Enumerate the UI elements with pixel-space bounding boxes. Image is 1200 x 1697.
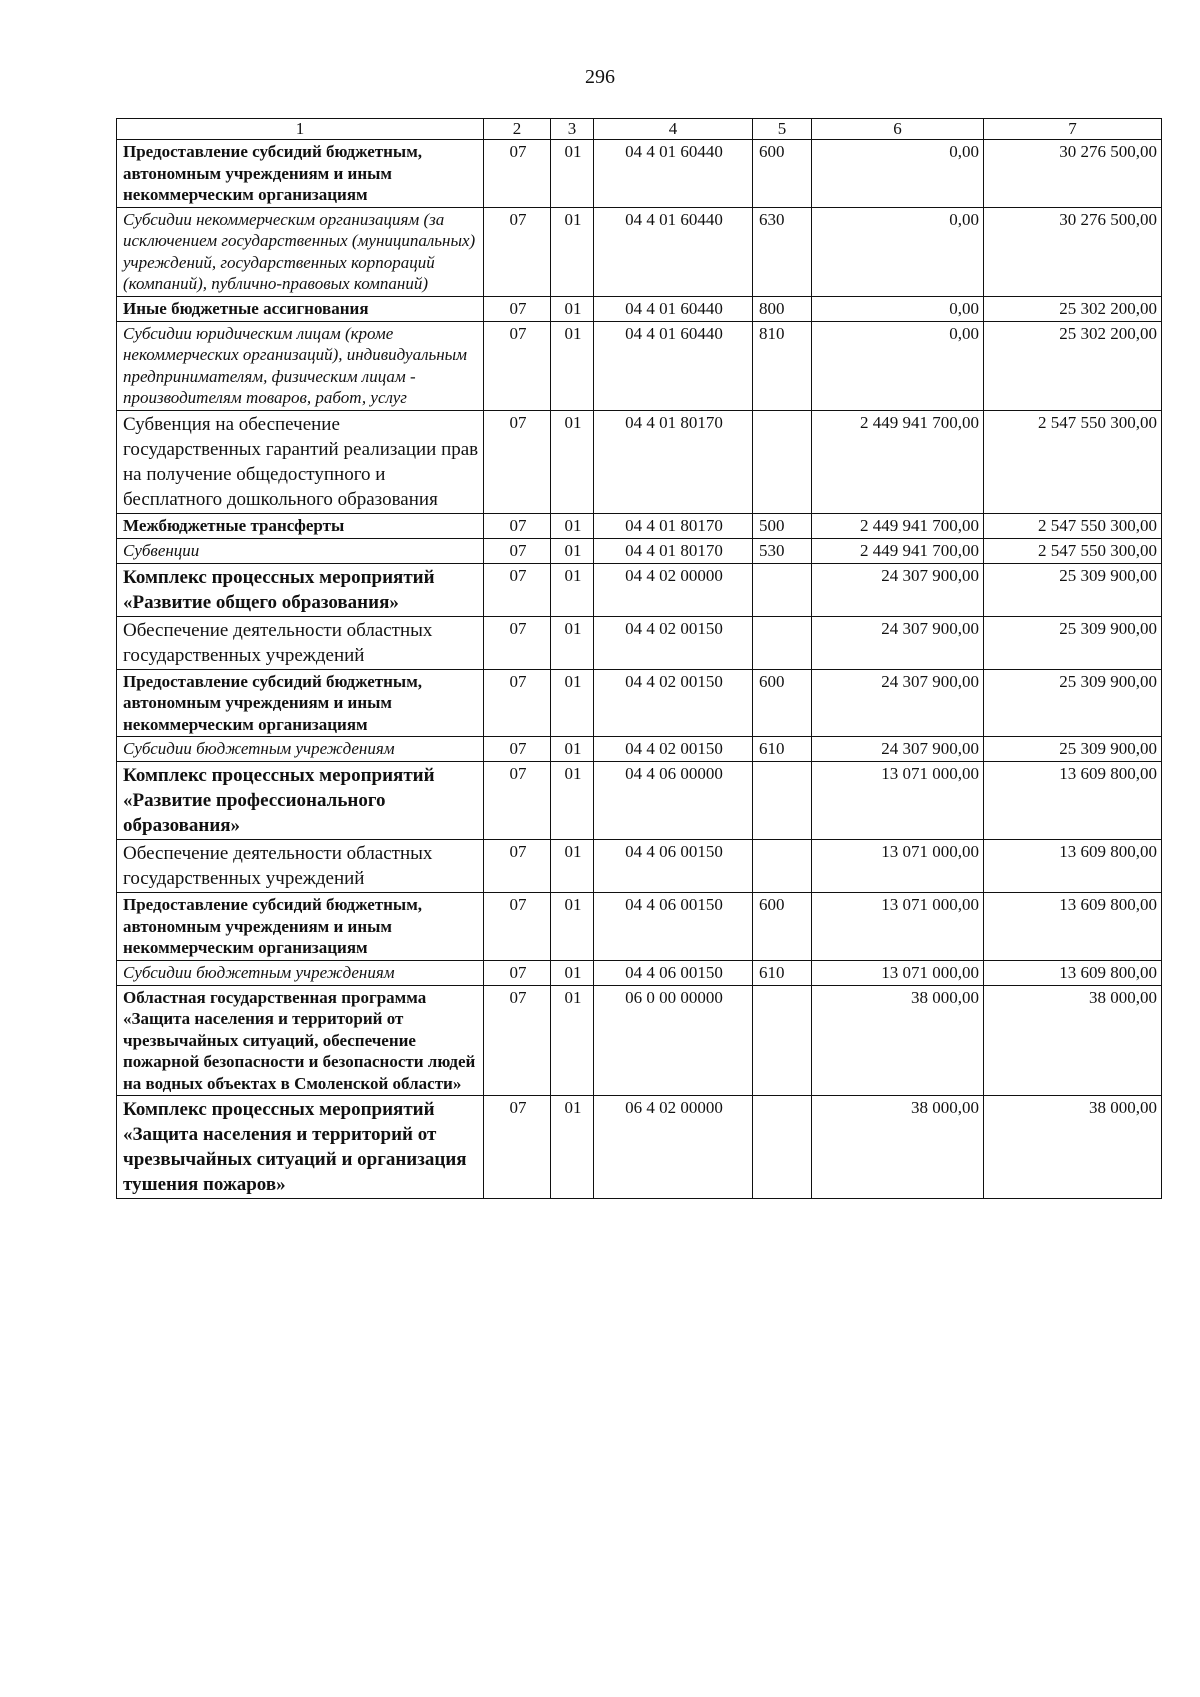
section-code-cell: 07 (484, 1096, 551, 1199)
subsection-code-cell: 01 (551, 296, 594, 321)
amount-year-2-cell: 25 309 900,00 (984, 616, 1162, 669)
section-code-cell: 07 (484, 616, 551, 669)
budget-table (116, 118, 1162, 1199)
row-name-cell: Субвенция на обеспечение государственных гарантий реализации прав на получение общедоступного и бесплатного дошкольного образования (117, 410, 484, 513)
table-row (117, 321, 1162, 410)
table-row (117, 513, 1162, 538)
subsection-code-cell: 01 (551, 140, 594, 208)
target-article-cell: 04 4 06 00150 (594, 960, 753, 985)
expense-type-cell: 630 (753, 207, 812, 296)
amount-year-2-cell: 30 276 500,00 (984, 207, 1162, 296)
subsection-code-cell: 01 (551, 563, 594, 616)
row-name-cell: Областная государственная программа «Защита населения и территорий от чрезвычайных ситуаций, обеспечение пожарной безопасности и безопасности людей на водных объектах в Смоленской области» (117, 985, 484, 1096)
amount-year-2-cell: 38 000,00 (984, 1096, 1162, 1199)
expense-type-cell: 600 (753, 893, 812, 961)
subsection-code-cell: 01 (551, 207, 594, 296)
amount-year-1-cell: 24 307 900,00 (812, 737, 984, 762)
row-name-cell: Предоставление субсидий бюджетным, автономным учреждениям и иным некоммерческим организациям (117, 669, 484, 737)
section-code-cell: 07 (484, 985, 551, 1096)
subsection-code-cell: 01 (551, 737, 594, 762)
expense-type-cell: 500 (753, 513, 812, 538)
table-row (117, 762, 1162, 840)
table-row (117, 669, 1162, 737)
row-name-cell: Субсидии юридическим лицам (кроме некоммерческих организаций), индивидуальным предпринимателям, физическим лицам - производителям товаров, работ, услуг (117, 321, 484, 410)
row-name-cell: Предоставление субсидий бюджетным, автономным учреждениям и иным некоммерческим организациям (117, 140, 484, 208)
page-number: 296 (585, 66, 615, 88)
subsection-code-cell: 01 (551, 538, 594, 563)
table-header-row (117, 119, 1162, 140)
row-name-cell: Субсидии некоммерческим организациям (за исключением государственных (муниципальных) учреждений, государственных корпораций (компаний), публично-правовых компаний) (117, 207, 484, 296)
table-row (117, 616, 1162, 669)
expense-type-cell (753, 410, 812, 513)
expense-type-cell: 610 (753, 960, 812, 985)
row-name-cell: Комплекс процессных мероприятий «Защита населения и территорий от чрезвычайных ситуаций и организация тушения пожаров» (117, 1096, 484, 1199)
table-row (117, 296, 1162, 321)
section-code-cell: 07 (484, 513, 551, 538)
amount-year-2-cell: 25 302 200,00 (984, 321, 1162, 410)
section-code-cell: 07 (484, 840, 551, 893)
header-col-1: 1 (117, 119, 484, 140)
table-row (117, 985, 1162, 1096)
amount-year-2-cell: 30 276 500,00 (984, 140, 1162, 208)
amount-year-1-cell: 38 000,00 (812, 985, 984, 1096)
subsection-code-cell: 01 (551, 616, 594, 669)
expense-type-cell: 600 (753, 669, 812, 737)
amount-year-2-cell: 2 547 550 300,00 (984, 410, 1162, 513)
amount-year-1-cell: 24 307 900,00 (812, 669, 984, 737)
table-row (117, 563, 1162, 616)
amount-year-1-cell: 2 449 941 700,00 (812, 410, 984, 513)
subsection-code-cell: 01 (551, 513, 594, 538)
table-row (117, 207, 1162, 296)
section-code-cell: 07 (484, 207, 551, 296)
section-code-cell: 07 (484, 563, 551, 616)
amount-year-2-cell: 25 309 900,00 (984, 669, 1162, 737)
table-row (117, 1096, 1162, 1199)
row-name-cell: Иные бюджетные ассигнования (117, 296, 484, 321)
target-article-cell: 04 4 01 80170 (594, 513, 753, 538)
expense-type-cell: 810 (753, 321, 812, 410)
section-code-cell: 07 (484, 893, 551, 961)
target-article-cell: 04 4 01 60440 (594, 321, 753, 410)
amount-year-1-cell: 2 449 941 700,00 (812, 538, 984, 563)
subsection-code-cell: 01 (551, 669, 594, 737)
subsection-code-cell: 01 (551, 893, 594, 961)
amount-year-1-cell: 13 071 000,00 (812, 893, 984, 961)
row-name-cell: Межбюджетные трансферты (117, 513, 484, 538)
amount-year-2-cell: 25 302 200,00 (984, 296, 1162, 321)
table-row (117, 737, 1162, 762)
amount-year-2-cell: 2 547 550 300,00 (984, 513, 1162, 538)
expense-type-cell (753, 563, 812, 616)
target-article-cell: 04 4 01 60440 (594, 207, 753, 296)
amount-year-2-cell: 25 309 900,00 (984, 737, 1162, 762)
amount-year-1-cell: 13 071 000,00 (812, 960, 984, 985)
row-name-cell: Субсидии бюджетным учреждениям (117, 737, 484, 762)
section-code-cell: 07 (484, 762, 551, 840)
header-col-5: 5 (753, 119, 812, 140)
header-col-3: 3 (551, 119, 594, 140)
expense-type-cell: 610 (753, 737, 812, 762)
target-article-cell: 06 4 02 00000 (594, 1096, 753, 1199)
section-code-cell: 07 (484, 140, 551, 208)
expense-type-cell: 800 (753, 296, 812, 321)
amount-year-1-cell: 0,00 (812, 140, 984, 208)
target-article-cell: 04 4 01 60440 (594, 296, 753, 321)
section-code-cell: 07 (484, 321, 551, 410)
expense-type-cell (753, 616, 812, 669)
amount-year-2-cell: 38 000,00 (984, 985, 1162, 1096)
expense-type-cell (753, 985, 812, 1096)
subsection-code-cell: 01 (551, 1096, 594, 1199)
target-article-cell: 06 0 00 00000 (594, 985, 753, 1096)
table-row (117, 140, 1162, 208)
row-name-cell: Субвенции (117, 538, 484, 563)
table-row (117, 538, 1162, 563)
section-code-cell: 07 (484, 296, 551, 321)
subsection-code-cell: 01 (551, 321, 594, 410)
table-row (117, 840, 1162, 893)
header-col-7: 7 (984, 119, 1162, 140)
section-code-cell: 07 (484, 538, 551, 563)
expense-type-cell (753, 1096, 812, 1199)
target-article-cell: 04 4 02 00000 (594, 563, 753, 616)
amount-year-1-cell: 0,00 (812, 321, 984, 410)
table-row (117, 960, 1162, 985)
target-article-cell: 04 4 01 80170 (594, 410, 753, 513)
target-article-cell: 04 4 02 00150 (594, 737, 753, 762)
amount-year-1-cell: 13 071 000,00 (812, 762, 984, 840)
row-name-cell: Обеспечение деятельности областных государственных учреждений (117, 616, 484, 669)
expense-type-cell: 530 (753, 538, 812, 563)
table-body (117, 140, 1162, 1199)
subsection-code-cell: 01 (551, 840, 594, 893)
target-article-cell: 04 4 06 00150 (594, 840, 753, 893)
amount-year-2-cell: 13 609 800,00 (984, 960, 1162, 985)
target-article-cell: 04 4 02 00150 (594, 669, 753, 737)
row-name-cell: Предоставление субсидий бюджетным, автономным учреждениям и иным некоммерческим организациям (117, 893, 484, 961)
header-col-2: 2 (484, 119, 551, 140)
subsection-code-cell: 01 (551, 985, 594, 1096)
amount-year-1-cell: 0,00 (812, 207, 984, 296)
target-article-cell: 04 4 01 80170 (594, 538, 753, 563)
target-article-cell: 04 4 06 00000 (594, 762, 753, 840)
section-code-cell: 07 (484, 737, 551, 762)
amount-year-2-cell: 13 609 800,00 (984, 840, 1162, 893)
header-col-6: 6 (812, 119, 984, 140)
section-code-cell: 07 (484, 960, 551, 985)
amount-year-1-cell: 38 000,00 (812, 1096, 984, 1199)
row-name-cell: Обеспечение деятельности областных государственных учреждений (117, 840, 484, 893)
amount-year-2-cell: 13 609 800,00 (984, 893, 1162, 961)
subsection-code-cell: 01 (551, 410, 594, 513)
section-code-cell: 07 (484, 410, 551, 513)
expense-type-cell (753, 840, 812, 893)
table-row (117, 410, 1162, 513)
row-name-cell: Комплекс процессных мероприятий «Развитие профессионального образования» (117, 762, 484, 840)
amount-year-2-cell: 2 547 550 300,00 (984, 538, 1162, 563)
expense-type-cell (753, 762, 812, 840)
amount-year-1-cell: 13 071 000,00 (812, 840, 984, 893)
amount-year-1-cell: 24 307 900,00 (812, 563, 984, 616)
subsection-code-cell: 01 (551, 960, 594, 985)
subsection-code-cell: 01 (551, 762, 594, 840)
target-article-cell: 04 4 01 60440 (594, 140, 753, 208)
target-article-cell: 04 4 06 00150 (594, 893, 753, 961)
amount-year-1-cell: 0,00 (812, 296, 984, 321)
amount-year-2-cell: 13 609 800,00 (984, 762, 1162, 840)
amount-year-1-cell: 24 307 900,00 (812, 616, 984, 669)
amount-year-1-cell: 2 449 941 700,00 (812, 513, 984, 538)
table-row (117, 893, 1162, 961)
section-code-cell: 07 (484, 669, 551, 737)
target-article-cell: 04 4 02 00150 (594, 616, 753, 669)
row-name-cell: Субсидии бюджетным учреждениям (117, 960, 484, 985)
amount-year-2-cell: 25 309 900,00 (984, 563, 1162, 616)
header-col-4: 4 (594, 119, 753, 140)
expense-type-cell: 600 (753, 140, 812, 208)
row-name-cell: Комплекс процессных мероприятий «Развитие общего образования» (117, 563, 484, 616)
